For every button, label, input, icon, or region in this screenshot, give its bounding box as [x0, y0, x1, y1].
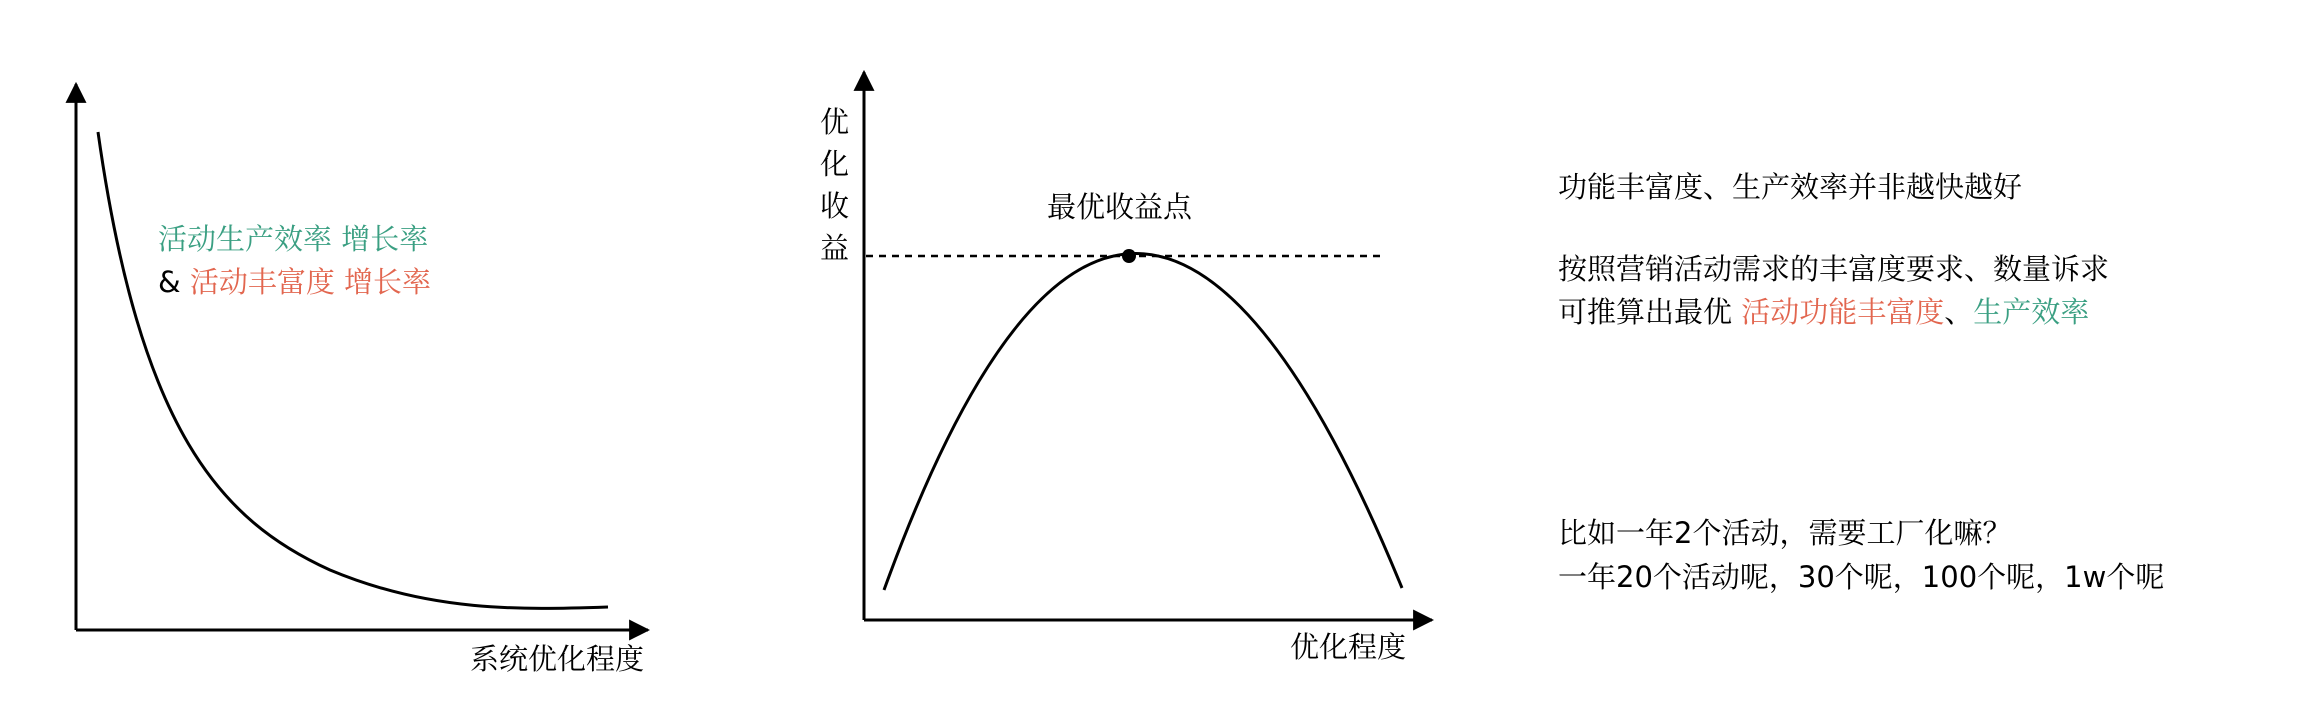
left-chart — [76, 84, 648, 676]
peak-point — [1122, 249, 1136, 263]
note-line-3 — [1558, 295, 2089, 329]
left-legend-line1: 活动生产效率 增长率 — [158, 222, 429, 256]
left-legend-red: 活动丰富度 增长率 — [189, 265, 432, 299]
middle-y-label-4: 益 — [820, 231, 850, 265]
note-line-3-sep: 、 — [1944, 295, 1974, 329]
note-line-1: 功能丰富度、生产效率并非越快越好 — [1558, 170, 2023, 204]
left-decay-curve — [98, 132, 608, 608]
notes-block — [1558, 170, 2164, 594]
left-x-axis-label: 系统优化程度 — [470, 642, 645, 676]
middle-chart — [820, 72, 1432, 664]
middle-y-label-1: 优 — [820, 105, 850, 139]
note-line-3-green: 生产效率 — [1973, 295, 2090, 329]
middle-y-label-3: 收 — [820, 189, 850, 223]
middle-parabola-curve — [884, 253, 1402, 590]
left-legend-amp: & — [158, 265, 190, 299]
note-line-4: 比如一年2个活动，需要工厂化嘛？ — [1558, 516, 2012, 550]
left-legend-line2 — [158, 265, 431, 299]
note-line-2: 按照营销活动需求的丰富度要求、数量诉求 — [1558, 252, 2110, 286]
middle-y-label-2: 化 — [820, 147, 850, 181]
note-line-5: 一年20个活动呢，30个呢，100个呢，1w个呢 — [1558, 560, 2165, 594]
peak-label: 最优收益点 — [1047, 190, 1193, 224]
note-line-3-red: 活动功能丰富度 — [1741, 295, 1945, 329]
note-line-3-prefix: 可推算出最优 — [1558, 295, 1742, 329]
middle-x-axis-label: 优化程度 — [1290, 630, 1407, 664]
